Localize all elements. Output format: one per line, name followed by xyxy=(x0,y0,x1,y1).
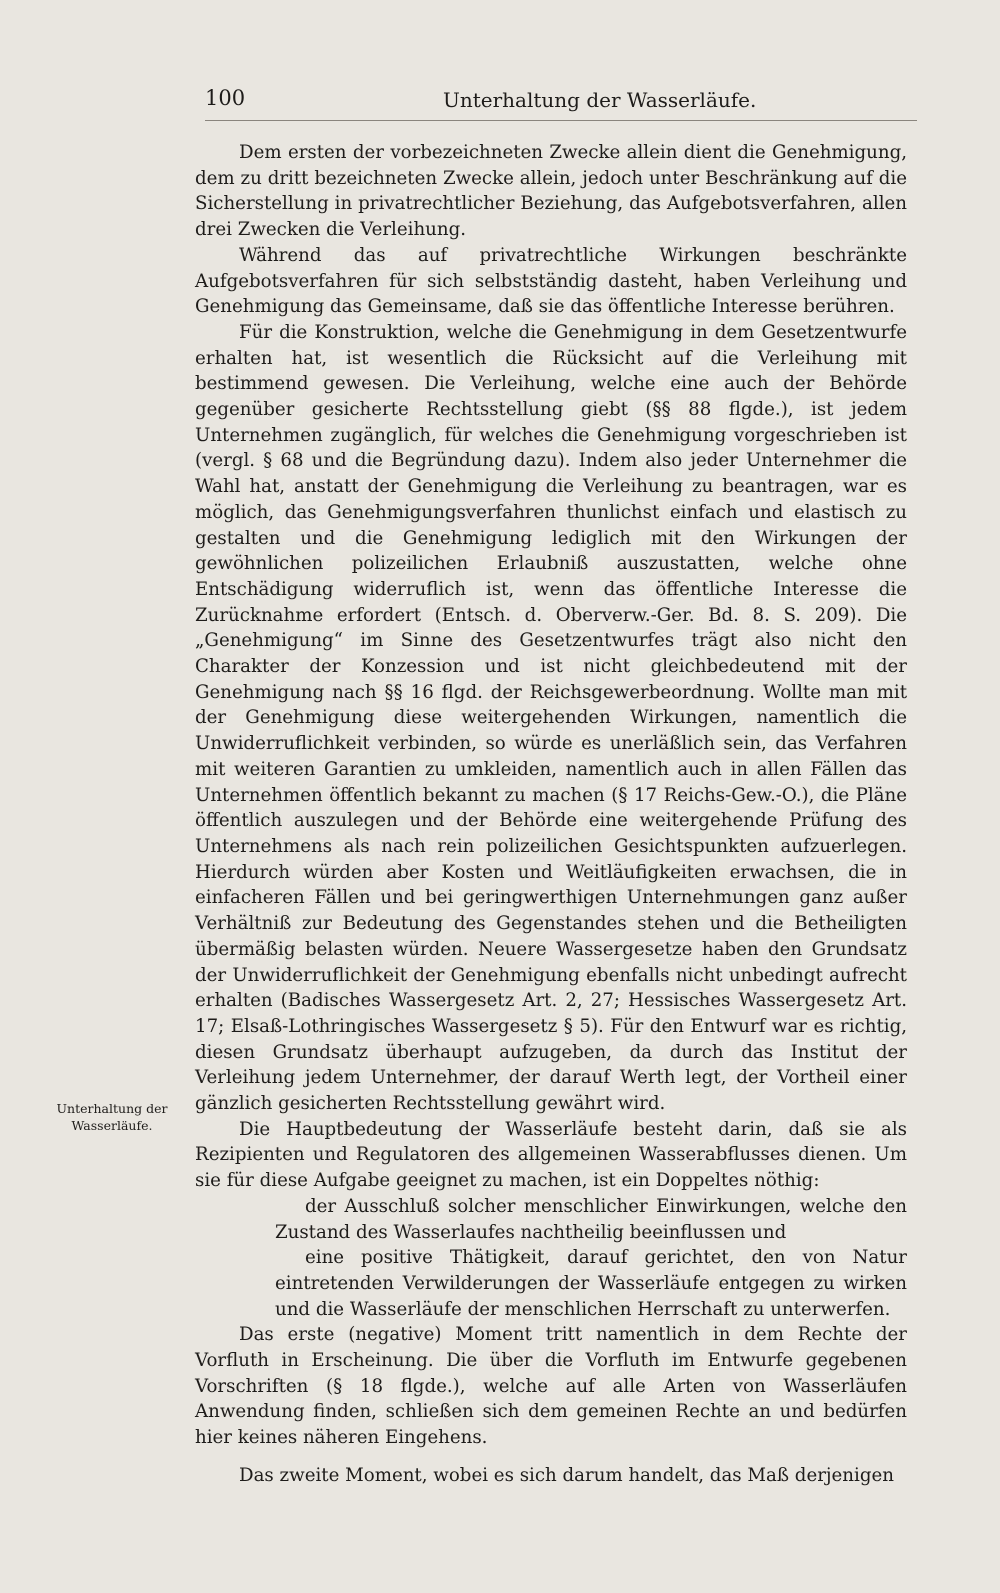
paragraph: Das erste (negative) Moment tritt namentlich in dem Rechte der Vorfluth in Erscheinung. Die über die Vorfluth im Entwurfe gegebenen Vorschriften (§ 18 flgde.), welche auf alle Arten von Wasserläufen Anwendung finden, schließen sich dem gemeinen Rechte an und bedürfen hier keines näheren Eingehens. xyxy=(195,1324,907,1449)
running-title: Unterhaltung der Wasserläufe. xyxy=(443,88,757,112)
margin-note: Unterhaltung der Wasserläufe. xyxy=(56,1101,168,1133)
paragraph: Während das auf privatrechtliche Wirkungen beschränkte Aufgebotsverfahren für sich selbstständig dasteht, haben Verleihung und Genehmigung das Gemeinsame, daß sie das öffentliche Interesse berühren. xyxy=(195,244,907,318)
list-item: eine positive Thätigkeit, darauf gerichtet, den von Natur eintretenden Verwilderungen der Wasserläufe entgegen zu wirken und die Wasserläufe der menschlichen Herrschaft zu unterwerfen. xyxy=(275,1247,907,1320)
paragraph: Das zweite Moment, wobei es sich darum handelt, das Maß derjenigen xyxy=(239,1464,894,1486)
paragraph: Für die Konstruktion, welche die Genehmigung in dem Gesetzentwurfe erhalten hat, ist wesentlich die Rücksicht auf die Verleihung mit bestimmend gewesen. Die Verleihung, welche eine auch der Behörde gegenüber gesicherte Rechtsstellung giebt (§§ 88 flgde.), ist jedem Unternehmen zugänglich, für welches die Genehmigung vorgeschrieben ist (vergl. § 68 und die Begründung dazu). Indem also jeder Unternehmer die Wahl hat, anstatt der Genehmigung die Verleihung zu beantragen, war es möglich, das Genehmigungsverfahren thunlichst einfach und elastisch zu gestalten und die Genehmigung lediglich mit den Wirkungen der gewöhnlichen polizeilichen Erlaubniß auszustatten, welche ohne Entschädigung widerruflich ist, wenn das öffentliche Interesse die Zurücknahme erfordert (Entsch. d. Oberverw.-Ger. Bd. 8. S. 209). Die „Genehmigung“ im Sinne des Gesetzentwurfes trägt also nicht den Charakter der Konzession und ist nicht gleichbedeutend mit der Genehmigung nach §§ 16 flgd. der Reichsgewerbeordnung. Wollte man mit der Genehmigung diese weitergehenden Wirkungen, namentlich die Unwiderruflichkeit verbinden, so würde es unerläßlich sein, das Verfahren mit weiteren Garantien zu umkleiden, namentlich auch in allen Fällen das Unternehmen öffentlich bekannt zu machen (§ 17 Reichs-Gew.-O.), die Pläne öffentlich auszulegen und der Behörde eine weitergehende Prüfung des Unternehmens als nach rein polizeilichen Gesichtspunkten aufzuerlegen. Hierdurch würden aber Kosten und Weitläufigkeiten erwachsen, die in einfacheren Fällen und bei geringwerthigen Unternehmungen ganz außer Verhältniß zur Bedeutung des Gegenstandes stehen und die Betheiligten übermäßig belasten würden. Neuere Wassergesetze haben den Grundsatz der Unwiderruflichkeit der Genehmigung ebenfalls nicht unbedingt aufrecht erhalten (Badisches Wassergesetz Art. 2, 27; Hessisches Wassergesetz Art. 17; Elsaß-Lothringisches Wassergesetz § 5). Für den Entwurf war es richtig, diesen Grundsatz überhaupt aufzugeben, da durch das Institut der Verleihung jedem Unternehmer, der darauf Werth legt, der Vortheil einer gänzlich gesicherten Rechtsstellung gewährt wird. xyxy=(195,321,907,1115)
list-item: der Ausschluß solcher menschlicher Einwirkungen, welche den Zustand des Wasserlaufes nachtheilig beeinflussen und xyxy=(275,1195,907,1243)
page-number: 100 xyxy=(205,86,246,110)
page-header xyxy=(205,86,917,121)
paragraph: Dem ersten der vorbezeichneten Zwecke allein dient die Genehmigung, dem zu dritt bezeichneten Zwecke allein, jedoch unter Beschränkung auf die Sicherstellung in privatrechtlicher Beziehung, das Aufgebotsverfahren, allen drei Zwecken die Verleihung. xyxy=(195,142,907,241)
paragraph: Die Hauptbedeutung der Wasserläufe besteht darin, daß sie als Rezipienten und Regulatoren des allgemeinen Wasserabflusses dienen. Um sie für diese Aufgabe geeignet zu machen, ist ein Doppeltes nöthig: xyxy=(195,1118,907,1192)
page-body xyxy=(195,140,907,1489)
enumeration xyxy=(195,1194,907,1323)
